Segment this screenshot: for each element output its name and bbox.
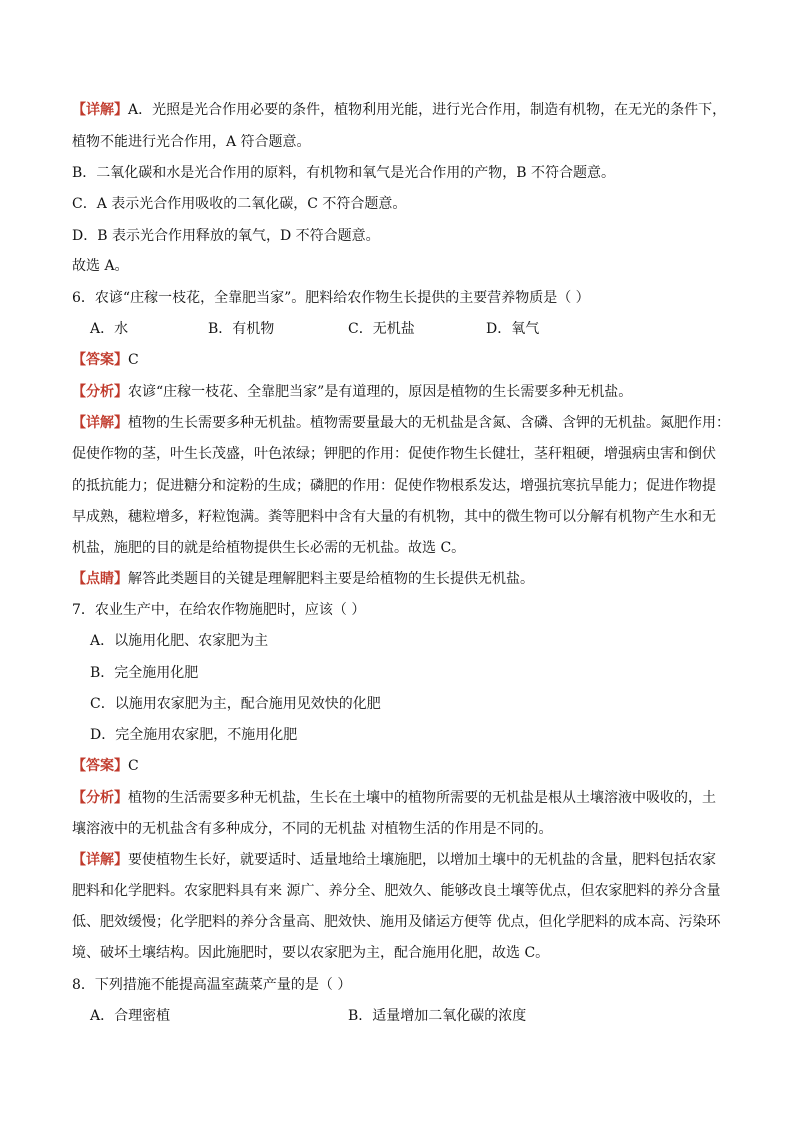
comment-tag: 【点睛】 [72,571,128,587]
q6-comment [72,569,732,589]
q6-detail-line-1 [72,413,732,433]
q7-option-a: A．以施用化肥、农家肥为主 [90,633,269,649]
q5-detail-line-5: D．B 表示光合作用释放的氧气，D 不符合题意。 [72,228,380,244]
q7-option-c: C．以施用农家肥为主，配合施用见效快的化肥 [90,696,381,712]
q7-answer-value: C [128,758,139,774]
q7-detail-line-1 [72,850,732,870]
question-6-stem: 6．农谚“庄稼一枝花，全靠肥当家”。肥料给农作物生长提供的主要营养物质是（ ） [72,290,590,306]
q8-option-b: B．适量增加二氧化碳的浓度 [348,1008,527,1024]
q6-answer [72,350,732,370]
detail-tag: 【详解】 [72,852,128,868]
q7-option-d: D．完全施用农家肥，不施用化肥 [90,727,298,743]
q6-detail-text: 植物的生长需要多种无机盐。植物需要量最大的无机盐是含氮、含磷、含钾的无机盐。氮肥作用： [128,415,730,431]
q6-detail-line-4: 早成熟，穗粒增多，籽粒饱满。粪等肥料中含有大量的有机物，其中的微生物可以分解有机物产生水和无 [72,509,716,525]
q6-option-a: A．水 [90,321,129,337]
q7-option-b: B．完全施用化肥 [90,665,199,681]
q5-detail-line-2: 植物不能进行光合作用，A 符合题意。 [72,134,311,150]
question-7-stem: 7．农业生产中，在给农作物施肥时，应该（ ） [72,602,366,618]
q5-detail-line-6: 故选 A。 [72,258,129,274]
q8-option-a: A．合理密植 [90,1008,171,1024]
q7-detail-line-2: 肥料和化学肥料。农家肥料具有来 源广、养分全、肥效久、能够改良土壤等优点，但农家肥料的养分含量 [72,883,721,899]
detail-tag: 【详解】 [72,415,128,431]
q6-detail-line-3: 的抵抗能力；促进糖分和淀粉的生成；磷肥的作用：促使作物根系发达，增强抗寒抗旱能力；促进作物提 [72,478,716,494]
q5-detail-text: A．光照是光合作用必要的条件，植物利用光能，进行光合作用，制造有机物，在无光的条件下， [128,102,727,118]
q6-answer-value: C [128,352,139,368]
q5-detail-line-1 [72,100,732,120]
q6-detail-line-5: 机盐，施肥的目的就是给植物提供生长必需的无机盐。故选 C。 [72,540,466,556]
q7-detail-line-4: 境、破坏土壤结构。因此施肥时，要以农家肥为主，配合施用化肥，故选 C。 [72,945,550,961]
q7-analysis-text: 植物的生活需要多种无机盐，生长在土壤中的植物所需要的无机盐是根从土壤溶液中吸收的，土 [128,790,716,806]
q5-detail-line-4: C．A 表示光合作用吸收的二氧化碳，C 不符合题意。 [72,196,407,212]
q6-detail-line-2: 促使作物的茎，叶生长茂盛，叶色浓绿；钾肥的作用：促使作物生长健壮，茎秆粗硬，增强病虫害和倒伏 [72,446,716,462]
q7-analysis-line-1 [72,788,732,808]
answer-tag: 【答案】 [72,352,128,368]
q7-answer [72,756,732,776]
q6-option-b: B．有机物 [208,321,275,337]
q7-analysis-line-2: 壤溶液中的无机盐含有多种成分，不同的无机盐 对植物生活的作用是不同的。 [72,821,553,837]
q5-detail-line-3: B．二氧化碳和水是光合作用的原料，有机物和氧气是光合作用的产物，B 不符合题意。 [72,165,616,181]
q6-comment-text: 解答此类题目的关键是理解肥料主要是给植物的生长提供无机盐。 [128,571,534,587]
q6-analysis-text: 农谚“庄稼一枝花、全靠肥当家”是有道理的，原因是植物的生长需要多种无机盐。 [128,384,633,400]
detail-tag: 【详解】 [72,102,128,118]
q6-option-c: C．无机盐 [348,321,415,337]
analysis-tag: 【分析】 [72,790,128,806]
q7-detail-text: 要使植物生长好，就要适时、适量地给土壤施肥，以增加土壤中的无机盐的含量，肥料包括农家 [128,852,716,868]
q7-detail-line-3: 低、肥效缓慢；化学肥料的养分含量高、肥效快、施用及储运方便等 优点，但化学肥料的成本高、污染环 [72,914,721,930]
q6-option-d: D．氧气 [486,321,540,337]
analysis-tag: 【分析】 [72,384,128,400]
answer-tag: 【答案】 [72,758,128,774]
q6-analysis [72,382,732,402]
question-8-stem: 8．下列措施不能提高温室蔬菜产量的是（ ） [72,977,352,993]
